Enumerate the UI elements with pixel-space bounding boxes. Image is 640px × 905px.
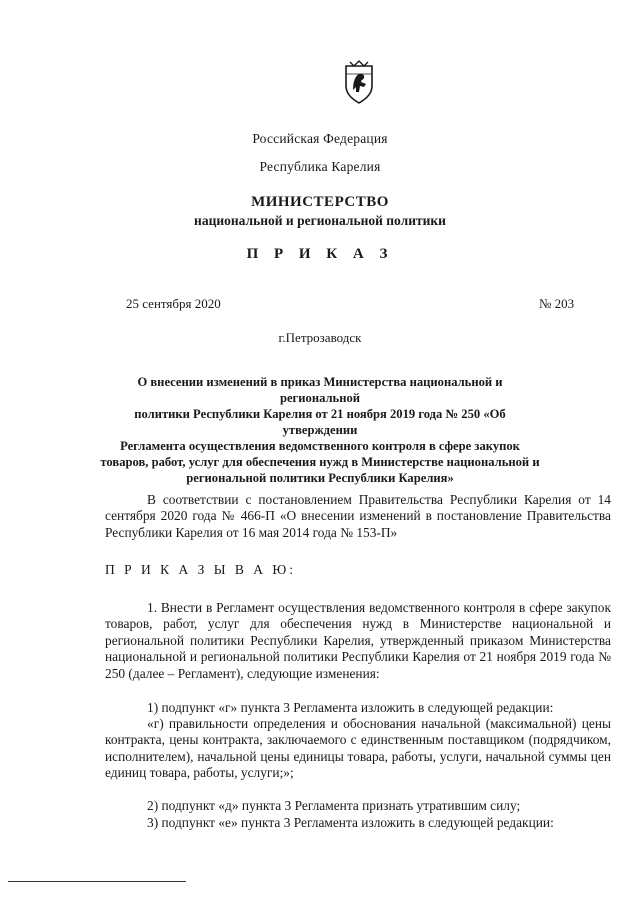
title-line: товаров, работ, услуг для обеспечения нужд в Министерстве национальной и xyxy=(100,455,540,469)
item-1-paragraph: 1. Внести в Регламент осуществления ведомственного контроля в сфере закупок товаров, работ, услуг для обеспечения нужд в Министерстве национальной и региональной политики Республики Карелия, утвержденный приказом Министерства национальной и региональной политики Республики Карелия от 21 ноября 2019 года № 250 (далее – Регламент), следующие изменения: xyxy=(105,600,611,681)
subitem-1: 1) подпункт «г» пункта 3 Регламента изложить в следующей редакции: xyxy=(147,700,554,715)
order-title xyxy=(98,374,542,486)
document-type: П Р И К А З xyxy=(246,246,394,262)
subitem-1-quote: «г) правильности определения и обоснования начальной (максимальной) цены контракта, цены контракта, заключаемого с единственным поставщиком (подрядчиком, исполнителем), начальной цены единицы товара, работы, услуги, начальной суммы цен единиц товара, работы, услуги;»; xyxy=(105,716,611,781)
preamble-paragraph: В соответствии с постановлением Правительства Республики Карелия от 14 сентября 2020 года № 466-П «О внесении изменений в постановление Правительства Республики Карелия от 16 мая 2014 года № 153-П» xyxy=(105,492,611,540)
title-line: региональной политики Республики Карелия» xyxy=(186,471,454,485)
footer-divider xyxy=(8,881,186,882)
document-number: № 203 xyxy=(539,296,575,311)
subitem-2: 2) подпункт «д» пункта 3 Регламента признать утратившим силу; xyxy=(147,798,521,813)
coat-of-arms-emblem xyxy=(342,60,376,104)
subitem-3: 3) подпункт «е» пункта 3 Регламента изложить в следующей редакции: xyxy=(147,815,554,830)
country-name: Российская Федерация xyxy=(252,131,388,146)
ministry-title: МИНИСТЕРСТВО xyxy=(251,194,389,210)
order-directive: П Р И К А З Ы В А Ю: xyxy=(105,562,297,577)
title-line: Регламента осуществления ведомственного контроля в сфере закупок xyxy=(120,439,520,453)
document-date: 25 сентября 2020 xyxy=(126,296,221,311)
title-line: О внесении изменений в приказ Министерства национальной и региональной xyxy=(137,375,503,405)
ministry-subtitle: национальной и региональной политики xyxy=(194,213,446,228)
republic-name: Республика Карелия xyxy=(259,159,381,174)
document-city: г.Петрозаводск xyxy=(278,330,362,345)
title-line: политики Республики Карелия от 21 ноября 2019 года № 250 «Об утверждении xyxy=(134,407,506,437)
